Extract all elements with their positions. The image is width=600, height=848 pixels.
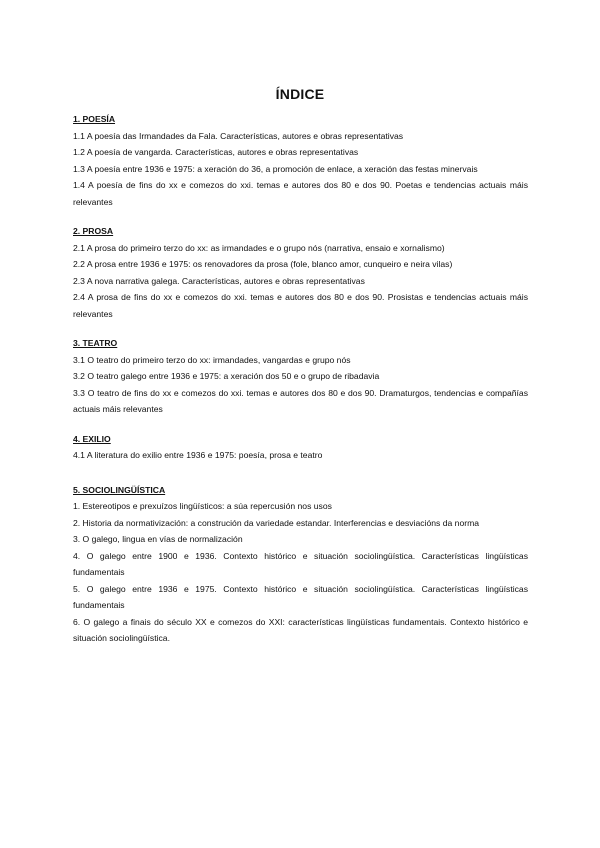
index-item: 6. O galego a finais do século XX e comezos do XXI: características lingüísticas fundamentais. Contexto histórico e situación sociolingüística. — [73, 616, 528, 643]
section-poesia — [73, 111, 528, 210]
index-item: 4.1 A literatura do exilio entre 1936 e 1975: poesía, prosa e teatro — [73, 450, 323, 460]
section-heading: 1. POESÍA — [73, 114, 116, 124]
section-exilio — [73, 431, 528, 464]
index-item: 4. O galego entre 1900 e 1936. Contexto histórico e situación sociolingüística. Características lingüísticas fundamentais — [73, 550, 528, 577]
index-item: 3. O galego, lingua en vías de normalización — [73, 534, 243, 544]
index-item: 2.4 A prosa de fins do xx e comezos do xxi. temas e autores dos 80 e dos 90. Prosistas e tendencias actuais máis relevantes — [73, 292, 528, 319]
section-prosa — [73, 223, 528, 322]
index-item: 3.2 O teatro galego entre 1936 e 1975: a xeración dos 50 e o grupo de ribadavia — [73, 371, 380, 381]
index-item: 1.4 A poesía de fins do xx e comezos do xxi. temas e autores dos 80 e dos 90. Poetas e tendencias actuais máis relevantes — [73, 180, 528, 207]
section-sociolinguistica — [73, 482, 528, 647]
index-item: 2.2 A prosa entre 1936 e 1975: os renovadores da prosa (fole, blanco amor, cunqueiro e neira vilas) — [73, 259, 453, 269]
index-item: 3.1 O teatro do primeiro terzo do xx: irmandades, vangardas e grupo nós — [73, 354, 351, 365]
index-item: 3.3 O teatro de fins do xx e comezos do xxi. temas e autores dos 80 e dos 90. Dramaturgos, tendencias e compañías actuais máis relevantes — [73, 387, 528, 414]
index-item: 2.1 A prosa do primeiro terzo do xx: as irmandades e o grupo nós (narrativa, ensaio e xornalismo) — [73, 242, 445, 253]
index-content — [73, 111, 528, 660]
section-teatro — [73, 335, 528, 418]
page-title: ÍNDICE — [275, 86, 325, 102]
section-heading: 4. EXILIO — [73, 433, 111, 444]
index-item: 2. Historia da normativización: a construción da variedade estandar. Interferencias e desviacións da norma — [73, 517, 480, 528]
index-item: 1.2 A poesía de vangarda. Características, autores e obras representativas — [73, 147, 359, 157]
section-heading: 3. TEATRO — [73, 338, 118, 348]
section-heading: 2. PROSA — [73, 226, 114, 236]
index-item: 1. Estereotipos e prexuízos lingüísticos: a súa repercusión nos usos — [73, 501, 332, 511]
section-heading: 5. SOCIOLINGÜÍSTICA — [73, 484, 166, 495]
index-item: 2.3 A nova narrativa galega. Características, autores e obras representativas — [73, 275, 365, 286]
index-item: 1.1 A poesía das Irmandades da Fala. Características, autores e obras representativas — [73, 130, 404, 141]
index-item: 1.3 A poesía entre 1936 e 1975: a xeración do 36, a promoción de enlace, a xeración das festas minervais — [73, 163, 478, 174]
index-item: 5. O galego entre 1936 e 1975. Contexto histórico e situación sociolingüística. Características lingüísticas fundamentais — [73, 583, 528, 610]
